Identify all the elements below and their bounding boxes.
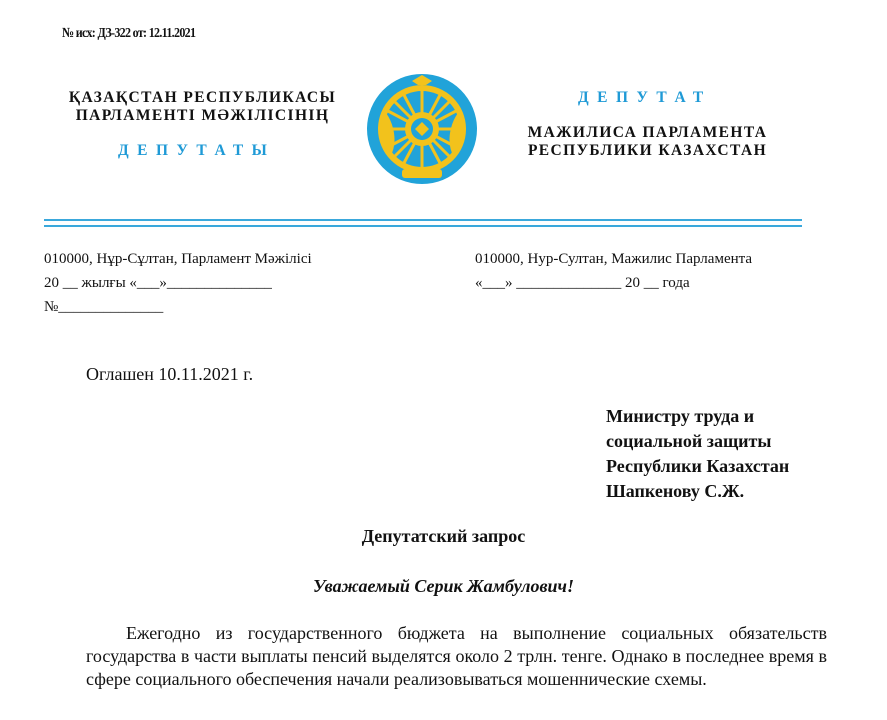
addressee-line1: Министру труда и bbox=[606, 406, 755, 426]
header-right-deputat: ДЕПУТАТ bbox=[578, 89, 712, 106]
header-left-line2: ПАРЛАМЕНТІ МӘЖІЛІСІНІҢ bbox=[75, 107, 330, 124]
address-left-line2: 20 __ жылғы «___»______________ bbox=[44, 275, 272, 291]
header-left bbox=[40, 89, 365, 125]
announced-date: Оглашен 10.11.2021 г. bbox=[86, 364, 254, 384]
addressee-block bbox=[606, 404, 789, 504]
header-right-line1: МАЖИЛИСА ПАРЛАМЕНТА bbox=[527, 124, 768, 141]
header-left-line1: ҚАЗАҚСТАН РЕСПУБЛИКАСЫ bbox=[68, 89, 337, 106]
body-paragraph-text: Ежегодно из государственного бюджета на выполнение социальных обязательств государства в части выплаты пенсий выделятся около 2 трлн. тенге. Однако в последнее время в сфере социального обеспечения начали реализовываться мошеннические схемы. bbox=[86, 623, 827, 689]
addressee-line4: Шапкенову С.Ж. bbox=[606, 481, 745, 501]
addressee-line2: социальной защиты bbox=[606, 431, 772, 451]
address-right-line1: 010000, Нур-Султан, Мажилис Парламента bbox=[475, 251, 753, 267]
header-left-deputaty: ДЕПУТАТЫ bbox=[118, 142, 276, 159]
salutation: Уважаемый Серик Жамбулович! bbox=[313, 576, 574, 596]
header-right-line2: РЕСПУБЛИКИ КАЗАХСТАН bbox=[527, 142, 768, 159]
document-title: Депутатский запрос bbox=[361, 526, 526, 546]
address-left-line3: №______________ bbox=[44, 299, 164, 315]
address-left-line1: 010000, Нұр-Сұлтан, Парламент Мәжілісі bbox=[44, 251, 312, 267]
body-paragraph bbox=[86, 622, 827, 691]
address-right-line2: «___» ______________ 20 __ года bbox=[475, 275, 690, 291]
kazakhstan-emblem-icon bbox=[366, 73, 478, 185]
addressee-line3: Республики Казахстан bbox=[606, 456, 790, 476]
header-right bbox=[505, 124, 790, 160]
header-rule-bottom bbox=[44, 225, 802, 227]
outgoing-number: № исх: ДЗ-322 от: 12.11.2021 bbox=[62, 26, 196, 41]
header-rule-top bbox=[44, 219, 802, 221]
